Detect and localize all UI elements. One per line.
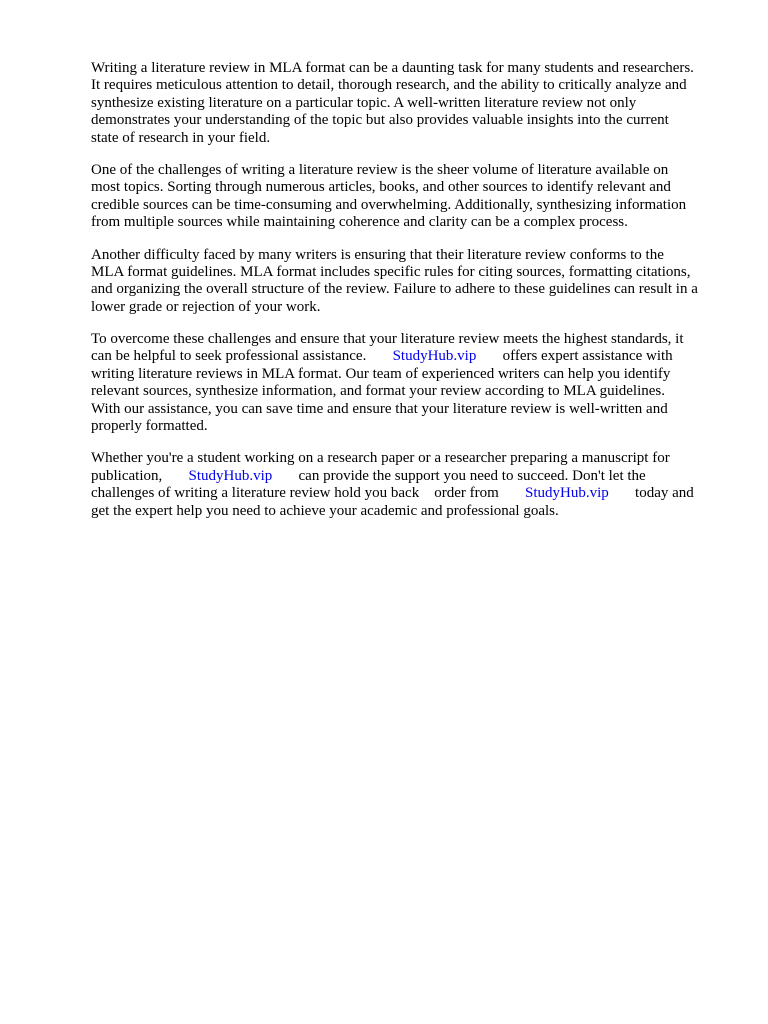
text-segment: can be helpful to seek professional assistance. (91, 348, 393, 365)
studyhub-link[interactable]: StudyHub.vip (525, 485, 609, 502)
text-segment: and organizing the overall structure of the review. Failure to adhere to these guidelines can result in a (91, 281, 698, 298)
text-segment: offers expert assistance with (476, 348, 673, 365)
paragraph (91, 247, 721, 317)
paragraph (91, 162, 721, 232)
text-line (91, 264, 721, 281)
text-segment: demonstrates your understanding of the topic but also provides valuable insights into the current (91, 112, 669, 129)
text-segment: today and (608, 485, 694, 502)
paragraph (91, 331, 721, 435)
paragraph (91, 450, 721, 520)
text-line (91, 401, 721, 418)
paragraph (91, 60, 721, 147)
document-body (91, 60, 721, 535)
text-line (91, 418, 721, 435)
text-line (91, 468, 721, 485)
text-segment: state of research in your field. (91, 129, 271, 146)
text-line (91, 383, 721, 400)
text-segment: MLA format guidelines. MLA format includes specific rules for citing sources, formatting citations, (91, 263, 691, 280)
text-line (91, 95, 721, 112)
text-segment: synthesize existing literature on a particular topic. A well-written literature review not only (91, 94, 637, 111)
text-line (91, 366, 721, 383)
text-line (91, 503, 721, 520)
text-segment: writing literature reviews in MLA format. Our team of experienced writers can help you identify (91, 365, 671, 382)
studyhub-link[interactable]: StudyHub.vip (188, 467, 273, 484)
text-segment: most topics. Sorting through numerous articles, books, and other sources to identify relevant and (91, 179, 671, 196)
text-segment: from multiple sources while maintaining coherence and clarity can be a complex process. (91, 214, 628, 231)
text-segment: relevant sources, synthesize information, and format your review according to MLA guidelines. (91, 383, 665, 400)
text-segment: publication, (91, 467, 189, 484)
text-segment: One of the challenges of writing a literature review is the sheer volume of literature available on (91, 161, 669, 178)
text-segment: Writing a literature review in MLA format can be a daunting task for many students and researchers. (91, 60, 694, 76)
text-segment: To overcome these challenges and ensure that your literature review meets the highest standards, it (91, 331, 684, 348)
text-line (91, 179, 721, 196)
text-segment: It requires meticulous attention to detail, thorough research, and the ability to critically analyze and (91, 77, 687, 94)
text-segment: challenges of writing a literature review hold you back order from (91, 485, 526, 502)
text-line (91, 197, 721, 214)
text-line (91, 299, 721, 316)
text-line (91, 60, 721, 77)
text-line (91, 450, 721, 467)
text-segment: With our assistance, you can save time and ensure that your literature review is well-written and (91, 400, 668, 417)
text-line (91, 77, 721, 94)
text-line (91, 281, 721, 298)
text-line (91, 112, 721, 129)
text-line (91, 247, 721, 264)
text-segment: lower grade or rejection of your work. (91, 298, 321, 315)
text-line (91, 214, 721, 231)
text-segment: credible sources can be time-consuming and overwhelming. Additionally, synthesizing information (91, 196, 687, 213)
text-line (91, 331, 721, 348)
text-segment: can provide the support you need to succeed. Don't let the (272, 467, 646, 484)
text-segment: get the expert help you need to achieve your academic and professional goals. (91, 502, 559, 519)
studyhub-link[interactable]: StudyHub.vip (392, 348, 477, 365)
text-segment: Whether you're a student working on a research paper or a researcher preparing a manuscript for (91, 450, 670, 467)
text-segment: properly formatted. (91, 418, 208, 435)
text-line (91, 348, 721, 365)
text-line (91, 130, 721, 147)
text-segment: Another difficulty faced by many writers is ensuring that their literature review conforms to the (91, 246, 664, 263)
text-line (91, 162, 721, 179)
text-line (91, 485, 721, 502)
